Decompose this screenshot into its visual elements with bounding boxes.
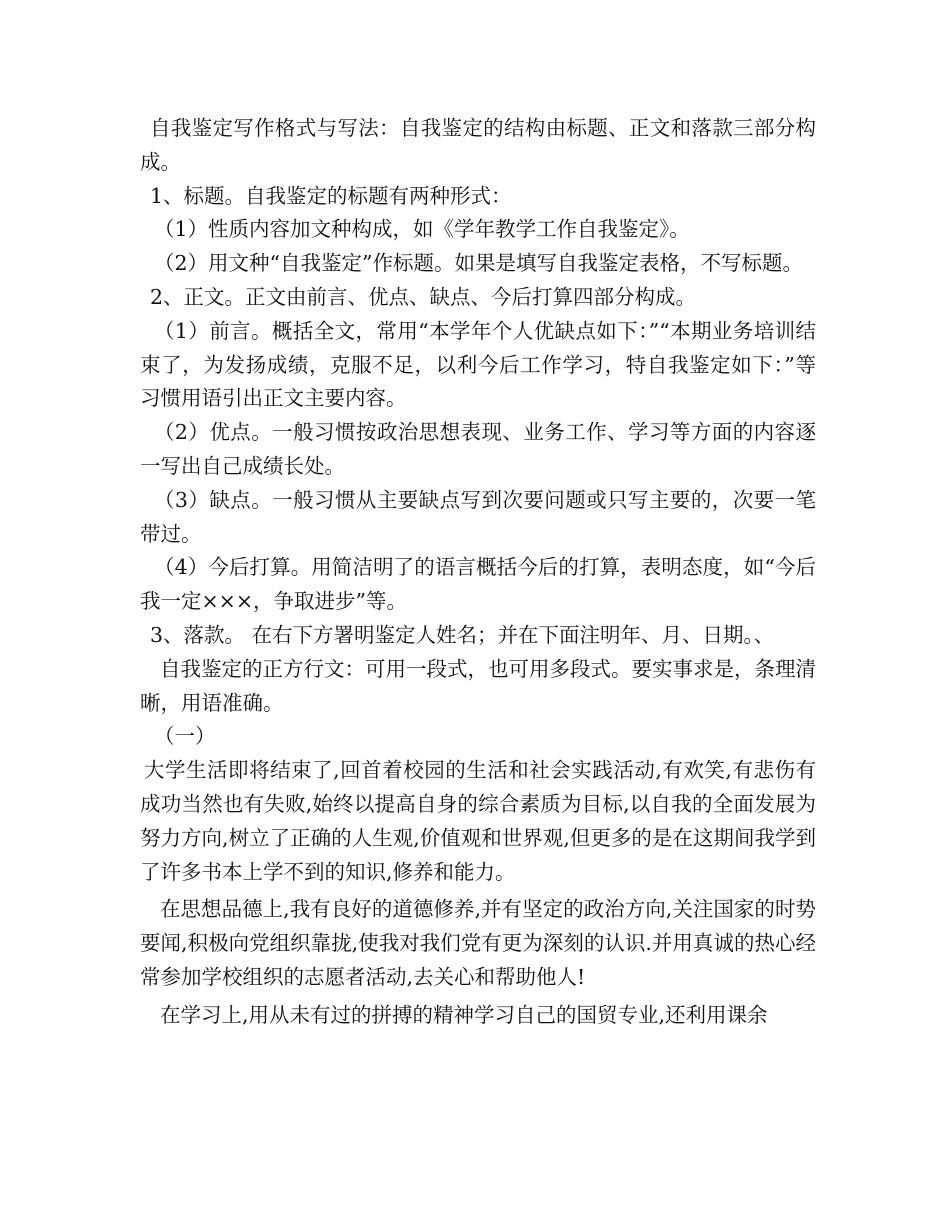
body-strengths: （2）优点。一般习惯按政治思想表现、业务工作、学习等方面的内容逐一写出自己成绩长处。 <box>140 420 816 478</box>
writing-style-paragraph: 自我鉴定的正方行文：可用一段式，也可用多段式。要实事求是，条理清晰，用语准确。 <box>140 656 816 715</box>
intro-paragraph: 自我鉴定写作格式与写法：自我鉴定的结构由标题、正文和落款三部分构成。 <box>140 116 816 174</box>
title-form-2: （2）用文种“自我鉴定”作标题。如果是填写自我鉴定表格，不写标题。 <box>154 251 804 276</box>
section-signature-heading: 3、落款。 在右下方署明鉴定人姓名；并在下面注明年、月、日期。、 <box>150 622 775 647</box>
sample-paragraph-3: 在学习上,用从未有过的拼搏的精神学习自己的国贸专业,还利用课余 <box>160 1002 768 1027</box>
sample-one-heading: （一） <box>154 724 216 749</box>
sample-paragraph-2: 在思想品德上,我有良好的道德修养,并有坚定的政治方向,关注国家的时势要闻,积极向党组织靠拢,使我对我们党有更为深刻的认识.并用真诚的热心经常参加学校组织的志愿者活动,去关心和帮助他人! <box>140 897 816 989</box>
sample-paragraph-1: 大学生活即将结束了,回首着校园的生活和社会实践活动,有欢笑,有悲伤有成功当然也有失败,始终以提高自身的综合素质为目标,以自我的全面发展为努力方向,树立了正确的人生观,价值观和世界观,但更多的是在这期间我学到了许多书本上学不到的知识,修养和能力。 <box>140 758 816 884</box>
body-plans: （4）今后打算。用简洁明了的语言概括今后的打算，表明态度，如“今后我一定×××，争取进步”等。 <box>140 555 816 614</box>
document-page <box>140 112 816 1033</box>
body-preface: （1）前言。概括全文，常用“本学年个人优缺点如下：”“本期业务培训结束了，为发扬成绩，克服不足，以利今后工作学习，特自我鉴定如下：”等习惯用语引出正文主要内容。 <box>140 318 816 411</box>
section-body-heading: 2、正文。正文由前言、优点、缺点、今后打算四部分构成。 <box>150 284 697 309</box>
body-weaknesses: （3）缺点。一般习惯从主要缺点写到次要问题或只写主要的，次要一笔带过。 <box>140 487 816 546</box>
section-title-heading: 1、标题。自我鉴定的标题有两种形式： <box>150 183 512 208</box>
title-form-1: （1）性质内容加文种构成，如《学年教学工作自我鉴定》。 <box>154 217 690 242</box>
